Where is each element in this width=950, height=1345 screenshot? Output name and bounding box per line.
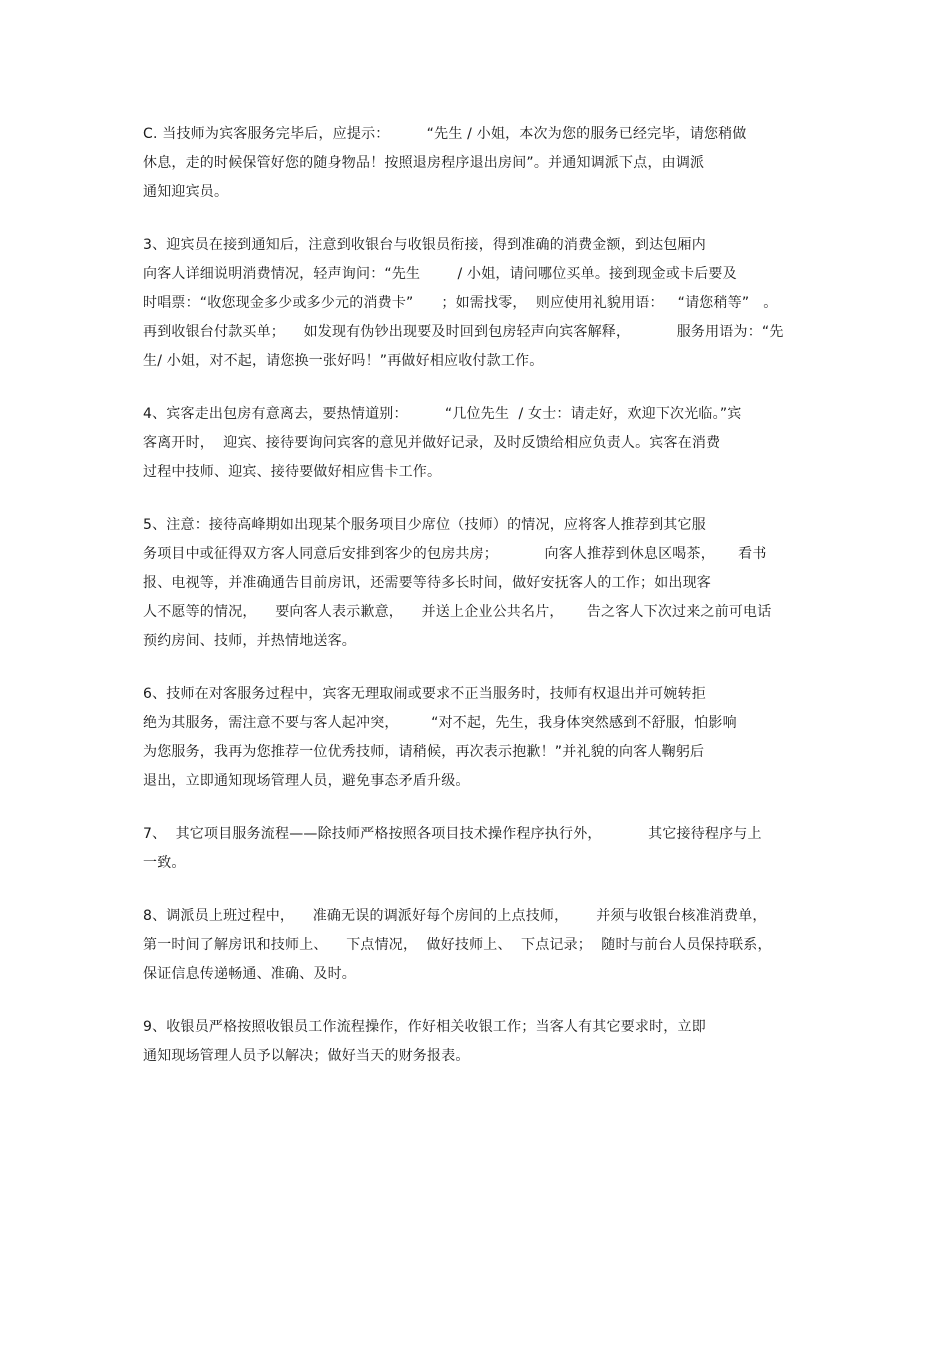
paragraph-line: 5、注意：接待高峰期如出现某个服务项目少席位（技师）的情况，应将客人推荐到其它服 xyxy=(143,517,706,533)
paragraph-line: 6、技师在对客服务过程中，宾客无理取闹或要求不正当服务时，技师有权退出并可婉转拒 xyxy=(143,686,706,702)
paragraph-line: 通知迎宾员。 xyxy=(143,184,229,200)
paragraph-line: 报、电视等，并准确通告目前房讯，还需要等待多长时间，做好安抚客人的工作；如出现客 xyxy=(143,575,711,591)
paragraph-line: 时唱票：“收您现金多少或多少元的消费卡” ；如需找零， 则应使用礼貌用语： “请您稍等” 。 xyxy=(143,295,778,311)
paragraph-line: 为您服务，我再为您推荐一位优秀技师，请稍候，再次表示抱歉！”并礼貌的向客人鞠躬后 xyxy=(143,744,705,760)
paragraph-line: 通知现场管理人员予以解决；做好当天的财务报表。 xyxy=(143,1048,470,1064)
paragraph-line: 退出，立即通知现场管理人员，避免事态矛盾升级。 xyxy=(143,773,470,789)
paragraph-line: 4、宾客走出包房有意离去，要热情道别： “几位先生 / 女士：请走好，欢迎下次光临。”宾 xyxy=(143,406,742,422)
paragraph-line: 休息，走的时候保管好您的随身物品！按照退房程序退出房间”。并通知调派下点，由调派 xyxy=(143,155,705,171)
paragraph-3 xyxy=(143,231,823,376)
paragraph-7 xyxy=(143,820,823,878)
paragraph-line: 3、迎宾员在接到通知后，注意到收银台与收银员衔接，得到准确的消费金额，到达包厢内 xyxy=(143,237,706,253)
paragraph-line: 人不愿等的情况， 要向客人表示歉意， 并送上企业公共名片， 告之客人下次过来之前可电话 xyxy=(143,604,772,620)
document-body xyxy=(143,120,823,1095)
paragraph-line: 生/ 小姐，对不起，请您换一张好吗！”再做好相应收付款工作。 xyxy=(143,353,544,369)
paragraph-5 xyxy=(143,511,823,656)
paragraph-line: 向客人详细说明消费情况，轻声询问：“先生 / 小姐，请问哪位买单。接到现金或卡后要及 xyxy=(143,266,737,282)
paragraph-line: 客离开时， 迎宾、接待要询问宾客的意见并做好记录，及时反馈给相应负责人。宾客在消费 xyxy=(143,435,721,451)
paragraph-line: 预约房间、技师，并热情地送客。 xyxy=(143,633,356,649)
paragraph-line: 绝为其服务，需注意不要与客人起冲突， “对不起，先生，我身体突然感到不舒服，怕影响 xyxy=(143,715,737,731)
paragraph-line: 过程中技师、迎宾、接待要做好相应售卡工作。 xyxy=(143,464,442,480)
paragraph-line: 务项目中或征得双方客人同意后安排到客少的包房共房； 向客人推荐到休息区喝茶， 看书 xyxy=(143,546,767,562)
paragraph-line: 9、收银员严格按照收银员工作流程操作，作好相关收银工作；当客人有其它要求时，立即 xyxy=(143,1019,706,1035)
paragraph-line: 一致。 xyxy=(143,855,186,871)
paragraph-line: 第一时间了解房讯和技师上、 下点情况， 做好技师上、 下点记录； 随时与前台人员保持联系， xyxy=(143,937,772,953)
paragraph-9 xyxy=(143,1013,823,1071)
paragraph-6 xyxy=(143,680,823,796)
paragraph-line: 保证信息传递畅通、准确、及时。 xyxy=(143,966,356,982)
paragraph-line: 再到收银台付款买单； 如发现有伪钞出现要及时回到包房轻声向宾客解释， 服务用语为：“先 xyxy=(143,324,784,340)
paragraph-line: 8、调派员上班过程中， 准确无误的调派好每个房间的上点技师， 并须与收银台核准消费单， xyxy=(143,908,767,924)
paragraph-8 xyxy=(143,902,823,989)
paragraph-c xyxy=(143,120,823,207)
paragraph-line: C. 当技师为宾客服务完毕后，应提示： “先生 / 小姐，本次为您的服务已经完毕，请您稍做 xyxy=(143,126,747,142)
paragraph-line: 7、 其它项目服务流程——除技师严格按照各项目技术操作程序执行外， 其它接待程序与上 xyxy=(143,826,762,842)
paragraph-4 xyxy=(143,400,823,487)
